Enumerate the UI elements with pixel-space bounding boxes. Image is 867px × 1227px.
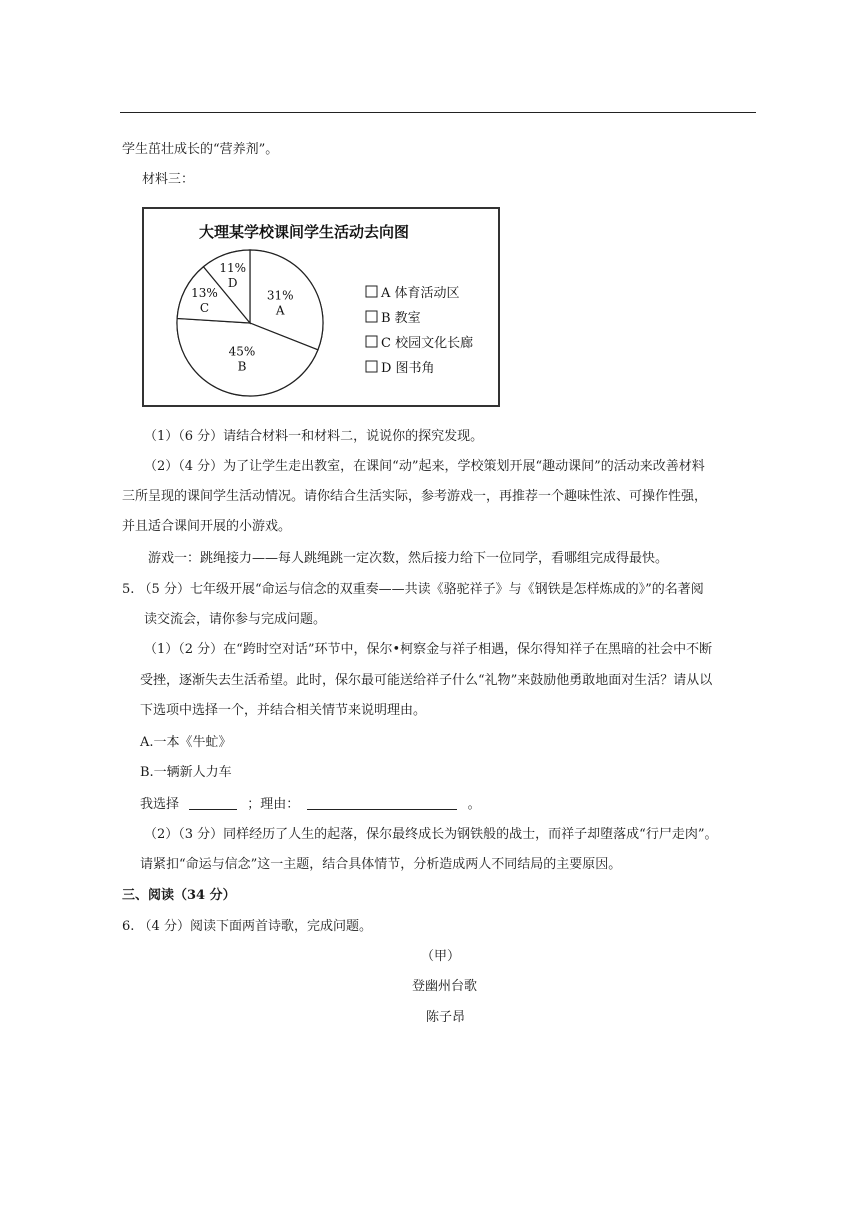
pie-letter-label: D bbox=[227, 275, 238, 290]
pie-percent-label: 11% bbox=[219, 260, 247, 275]
legend-checkbox-icon bbox=[366, 286, 377, 297]
answer-line bbox=[140, 795, 481, 815]
text-line: 请紧扣“命运与信念”这一主题，结合具体情节，分析造成两人不同结局的主要原因。 bbox=[140, 857, 622, 872]
question-5-1: （1）（2 分）在“跨时空对话”环节中，保尔•柯察金与祥子相遇，保尔得知祥子在黑暗的社会中不断 bbox=[144, 642, 713, 657]
section-three-heading: 三、阅读（34 分） bbox=[122, 888, 236, 903]
choice-blank[interactable] bbox=[189, 795, 237, 810]
text-line: 受挫，逐渐失去生活希望。此时，保尔最可能送给祥子什么“礼物”来鼓励他勇敢地面对生活？请从以 bbox=[140, 673, 713, 688]
pie-chart-svg bbox=[144, 209, 498, 405]
pie-letter-label: A bbox=[275, 303, 285, 318]
text-line: 学生茁壮成长的“营养剂”。 bbox=[122, 142, 279, 157]
poem-author: 陈子昂 bbox=[426, 1010, 466, 1025]
choice-label: 我选择 bbox=[140, 797, 180, 812]
period: 。 bbox=[467, 797, 481, 812]
legend-checkbox-icon bbox=[366, 361, 377, 372]
text-line: 读交流会，请你参与完成问题。 bbox=[144, 612, 327, 627]
poem-marker: （甲） bbox=[421, 949, 461, 964]
pie-chart-figure bbox=[142, 207, 500, 407]
question-4-2: （2）（4 分）为了让学生走出教室，在课间“动”起来，学校策划开展“趣动课间”的活动来改善材料 bbox=[144, 459, 705, 474]
game-one-text: 游戏一：跳绳接力——每人跳绳跳一定次数，然后接力给下一位同学，看哪组完成得最快。 bbox=[148, 551, 669, 566]
question-5: 5. （5 分）七年级开展“命运与信念的双重奏——共读《骆驼祥子》与《钢铁是怎样炼成的》”的名著阅 bbox=[122, 582, 704, 597]
option-a: A.一本《牛虻》 bbox=[140, 735, 232, 750]
question-5-2: （2）（3 分）同样经历了人生的起落，保尔最终成长为钢铁般的战士，而祥子却堕落成“行尸走肉”。 bbox=[144, 827, 718, 842]
legend-checkbox-icon bbox=[366, 311, 377, 322]
question-4-1: （1）（6 分）请结合材料一和材料二，说说你的探究发现。 bbox=[144, 429, 484, 444]
option-b: B.一辆新人力车 bbox=[140, 765, 232, 780]
poem-title: 登幽州台歌 bbox=[412, 979, 478, 994]
legend-entry: B 教室 bbox=[381, 311, 421, 326]
header-rule bbox=[120, 112, 756, 113]
text-line: 下选项中选择一个，并结合相关情节来说明理由。 bbox=[140, 703, 427, 718]
chart-title: 大理某学校课间学生活动去向图 bbox=[198, 223, 410, 241]
pie-letter-label: B bbox=[237, 359, 247, 374]
legend-entry: C 校园文化长廊 bbox=[381, 336, 474, 351]
pie-percent-label: 13% bbox=[191, 285, 218, 300]
text-line: 并且适合课间开展的小游戏。 bbox=[122, 519, 292, 534]
legend-entry: A 体育活动区 bbox=[381, 286, 460, 301]
pie-percent-label: 45% bbox=[228, 344, 256, 359]
question-6: 6. （4 分）阅读下面两首诗歌，完成问题。 bbox=[122, 919, 372, 934]
legend-entry: D 图书角 bbox=[381, 361, 435, 376]
pie-percent-label: 31% bbox=[266, 288, 294, 303]
pie-letter-label: C bbox=[199, 300, 210, 315]
text-line: 三所呈现的课间学生活动情况。请你结合生活实际，参考游戏一，再推荐一个趣味性浓、可操作性强， bbox=[122, 489, 708, 504]
reason-label: ；理由： bbox=[247, 797, 300, 812]
legend-checkbox-icon bbox=[366, 336, 377, 347]
material-three-label: 材料三： bbox=[142, 172, 195, 187]
reason-blank[interactable] bbox=[307, 795, 457, 810]
